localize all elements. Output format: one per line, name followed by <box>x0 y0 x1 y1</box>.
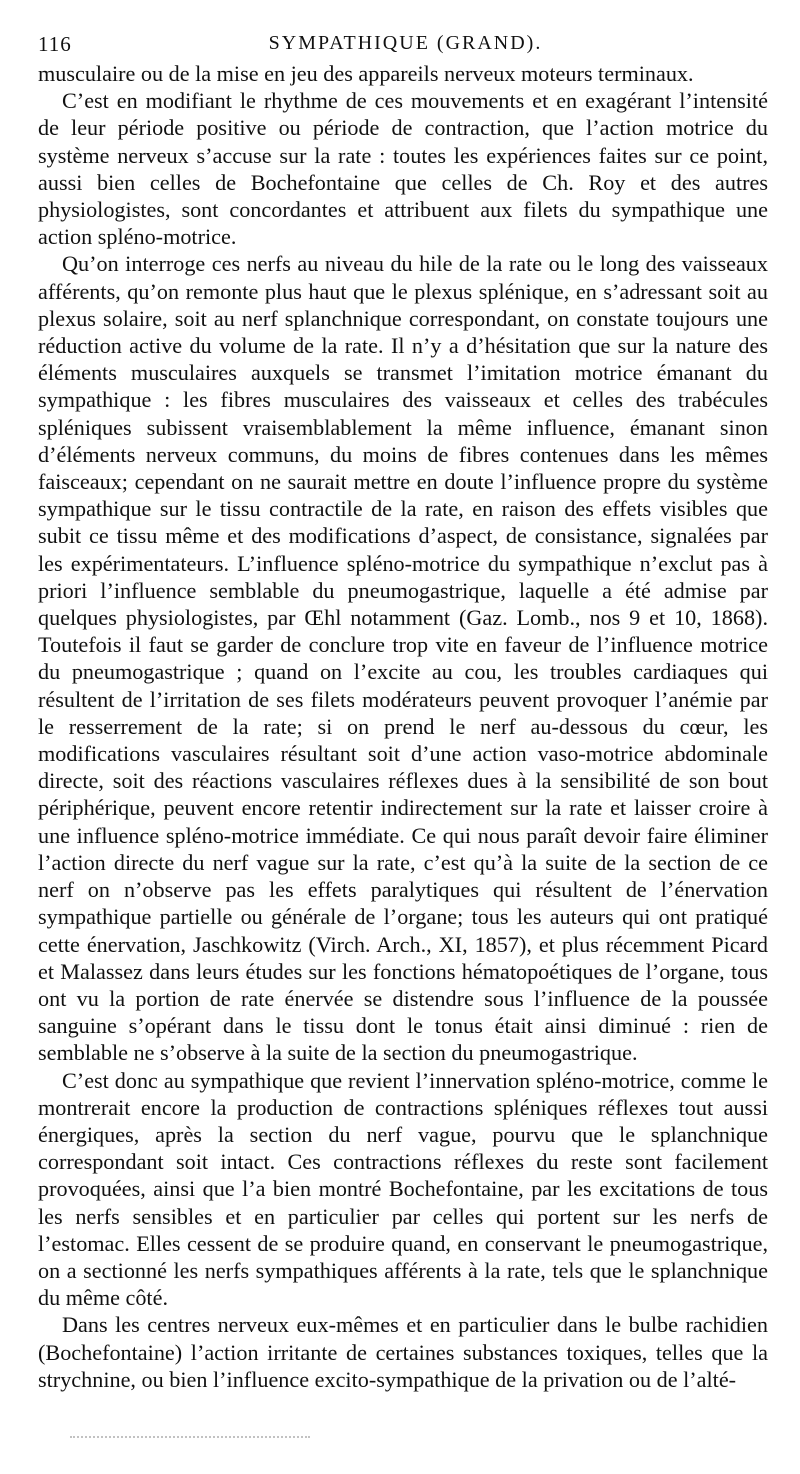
page-number: 116 <box>38 32 72 56</box>
paragraph-continuation: musculaire ou de la mise en jeu des appareils nerveux moteurs terminaux. <box>38 61 694 86</box>
paragraph: C’est donc au sympathique que revient l’innervation spléno-motrice, comme le montrerait encore la production de contractions spléniques réflexes tout aussi énergiques, après la section du nerf vague, pourvu que le splanchnique correspondant soit intact. Ces contractions réflexes du reste sont facilement provoquées, ainsi que l’a bien montré Bochefontaine, par les excitations de tous les nerfs sensibles et en particulier par celles qui portent sur les nerfs de l’estomac. Elles cessent de se produire quand, en conservant le pneumogastrique, on a sectionné les nerfs sympathiques afférents à la rate, tels que le splanchnique du même côté. <box>38 1067 768 1311</box>
paragraph: Dans les centres nerveux eux-mêmes et en particulier dans le bulbe rachidien (Bochefontaine) l’action irritante de certaines substances toxiques, telles que la strychnine, ou bien l’influence excito-sympathique de la privation ou de l’alté- <box>38 1312 768 1392</box>
page-header <box>38 32 773 62</box>
bottom-print-artifact <box>70 1436 310 1438</box>
running-title: SYMPATHIQUE (GRAND). <box>268 32 543 54</box>
paragraph: Qu’on interroge ces nerfs au niveau du hile de la rate ou le long des vaisseaux afférents, qu’on remonte plus haut que le plexus splénique, en s’adressant soit au plexus solaire, soit au nerf splanchnique correspondant, on constate toujours une réduction active du volume de la rate. Il n’y a d’hésitation que sur la nature des éléments musculaires auxquels se transmet l’imitation motrice émanant du sympathique : les fibres musculaires des vaisseaux et celles des trabécules spléniques subissent vraisemblablement la même influence, émanant sinon d’éléments nerveux communs, du moins de fibres contenues dans les mêmes faisceaux; cependant on ne saurait mettre en doute l’influence propre du système sympathique sur le tissu contractile de la rate, en raison des effets visibles que subit ce tissu même et des modifications d’aspect, de consistance, signalées par les expérimentateurs. L’influence spléno-motrice du sympathique n’exclut pas à priori l’influence semblable du pneumogastrique, laquelle a été admise par quelques physiologistes, par Œhl notamment (Gaz. Lomb., nos 9 et 10, 1868). Toutefois il faut se garder de conclure trop vite en faveur de l’influence motrice du pneumogastrique ; quand on l’excite au cou, les troubles cardiaques qui résultent de l’irritation de ses filets modérateurs peuvent provoquer l’anémie par le resserrement de la rate; si on prend le nerf au-dessous du cœur, les modifications vasculaires résultant soit d’une action vaso-motrice abdominale directe, soit des réactions vasculaires réflexes dues à la sensibilité de son bout périphérique, peuvent encore retentir indirectement sur la rate et laisser croire à une influence spléno-motrice immédiate. Ce qui nous paraît devoir faire éliminer l’action directe du nerf vague sur la rate, c’est qu’à la suite de la section de ce nerf on n’observe pas les effets paralytiques qui résultent de l’énervation sympathique partielle ou générale de l’organe; tous les auteurs qui ont pratiqué cette énervation, Jaschkowitz (Virch. Arch., XI, 1857), et plus récemment Picard et Malassez dans leurs études sur les fonctions hématopoétiques de l’organe, tous ont vu la portion de rate énervée se distendre sous l’influence de la poussée sanguine s’opérant dans le tissu dont le tonus était ainsi diminué : rien de semblable ne s’observe à la suite de la section du pneumogastrique. <box>38 251 768 1066</box>
paragraph: C’est en modifiant le rhythme de ces mouvements et en exagérant l’intensité de leur période positive ou période de contraction, que l’action motrice du système nerveux s’accuse sur la rate : toutes les expériences faites sur ce point, aussi bien celles de Bochefontaine que celles de Ch. Roy et des autres physiologistes, sont concordantes et attribuent aux filets du sympathique une action spléno-motrice. <box>38 88 768 250</box>
body-text <box>38 60 768 1393</box>
